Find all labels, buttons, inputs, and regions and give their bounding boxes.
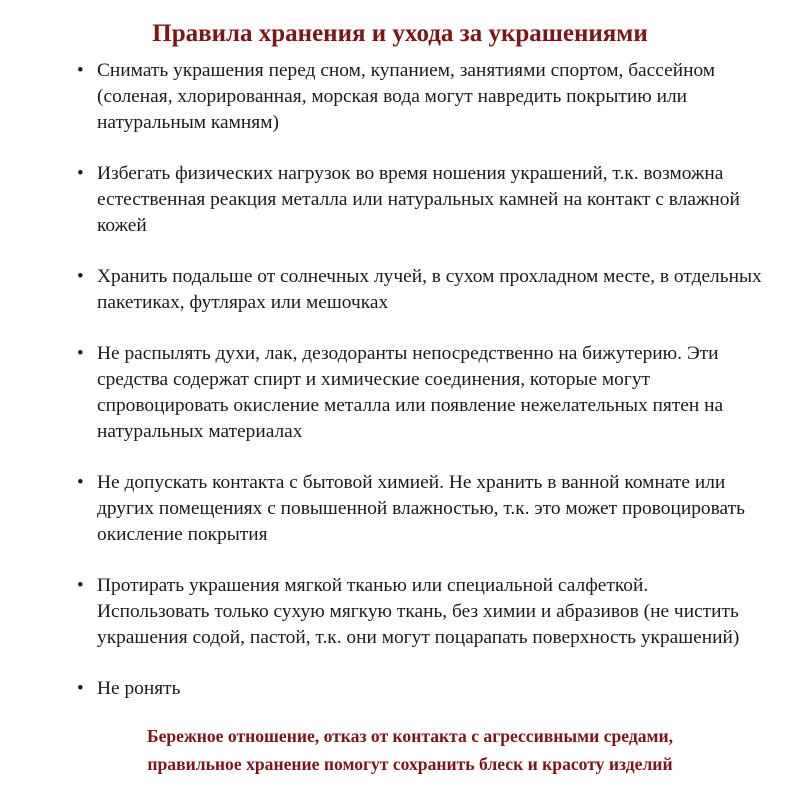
page-title: Правила хранения и ухода за украшениями	[152, 20, 648, 47]
rule-text: Не распылять духи, лак, дезодоранты непосредственно на бижутерию. Эти средства содержат спирт и химические соединения, которые могут спровоцировать окисление металла или появление нежелательных пятен на натуральных материалах	[97, 343, 724, 442]
list-item	[75, 676, 765, 702]
list-item	[75, 470, 765, 548]
list-item	[75, 58, 765, 136]
rule-text: Не допускать контакта с бытовой химией. Не хранить в ванной комнате или других помещениях с повышенной влажностью, т.к. это может провоцировать окисление покрытия	[97, 472, 745, 545]
list-item	[75, 161, 765, 239]
rule-text: Хранить подальше от солнечных лучей, в сухом прохладном месте, в отдельных пакетиках, футлярах или мешочках	[97, 266, 762, 313]
rules-list	[75, 58, 765, 702]
bullet-icon: •	[77, 678, 84, 699]
footer-note	[0, 722, 800, 778]
rule-text: Снимать украшения перед сном, купанием, занятиями спортом, бассейном (соленая, хлорированная, морская вода могут навредить покрытию или натуральным камням)	[97, 60, 716, 133]
rule-text: Избегать физических нагрузок во время ношения украшений, т.к. возможна естественная реакция металла или натуральных камней на контакт с влажной кожей	[97, 163, 740, 236]
rule-text: Протирать украшения мягкой тканью или специальной салфеткой. Использовать только сухую мягкую ткань, без химии и абразивов (не чистить украшения содой, пастой, т.к. они могут поцарапать поверхность украшений)	[97, 575, 740, 648]
bullet-icon: •	[77, 163, 84, 184]
list-item	[75, 341, 765, 445]
rule-text: Не ронять	[97, 678, 181, 699]
bullet-icon: •	[77, 266, 84, 287]
bullet-icon: •	[77, 575, 84, 596]
footer-line-1: Бережное отношение, отказ от контакта с агрессивными средами,	[146, 726, 674, 746]
list-item	[75, 264, 765, 316]
bullet-icon: •	[77, 60, 84, 81]
list-item	[75, 573, 765, 651]
footer-line-2: правильное хранение помогут сохранить блеск и красоту изделий	[147, 754, 673, 774]
bullet-icon: •	[77, 343, 84, 364]
bullet-icon: •	[77, 472, 84, 493]
